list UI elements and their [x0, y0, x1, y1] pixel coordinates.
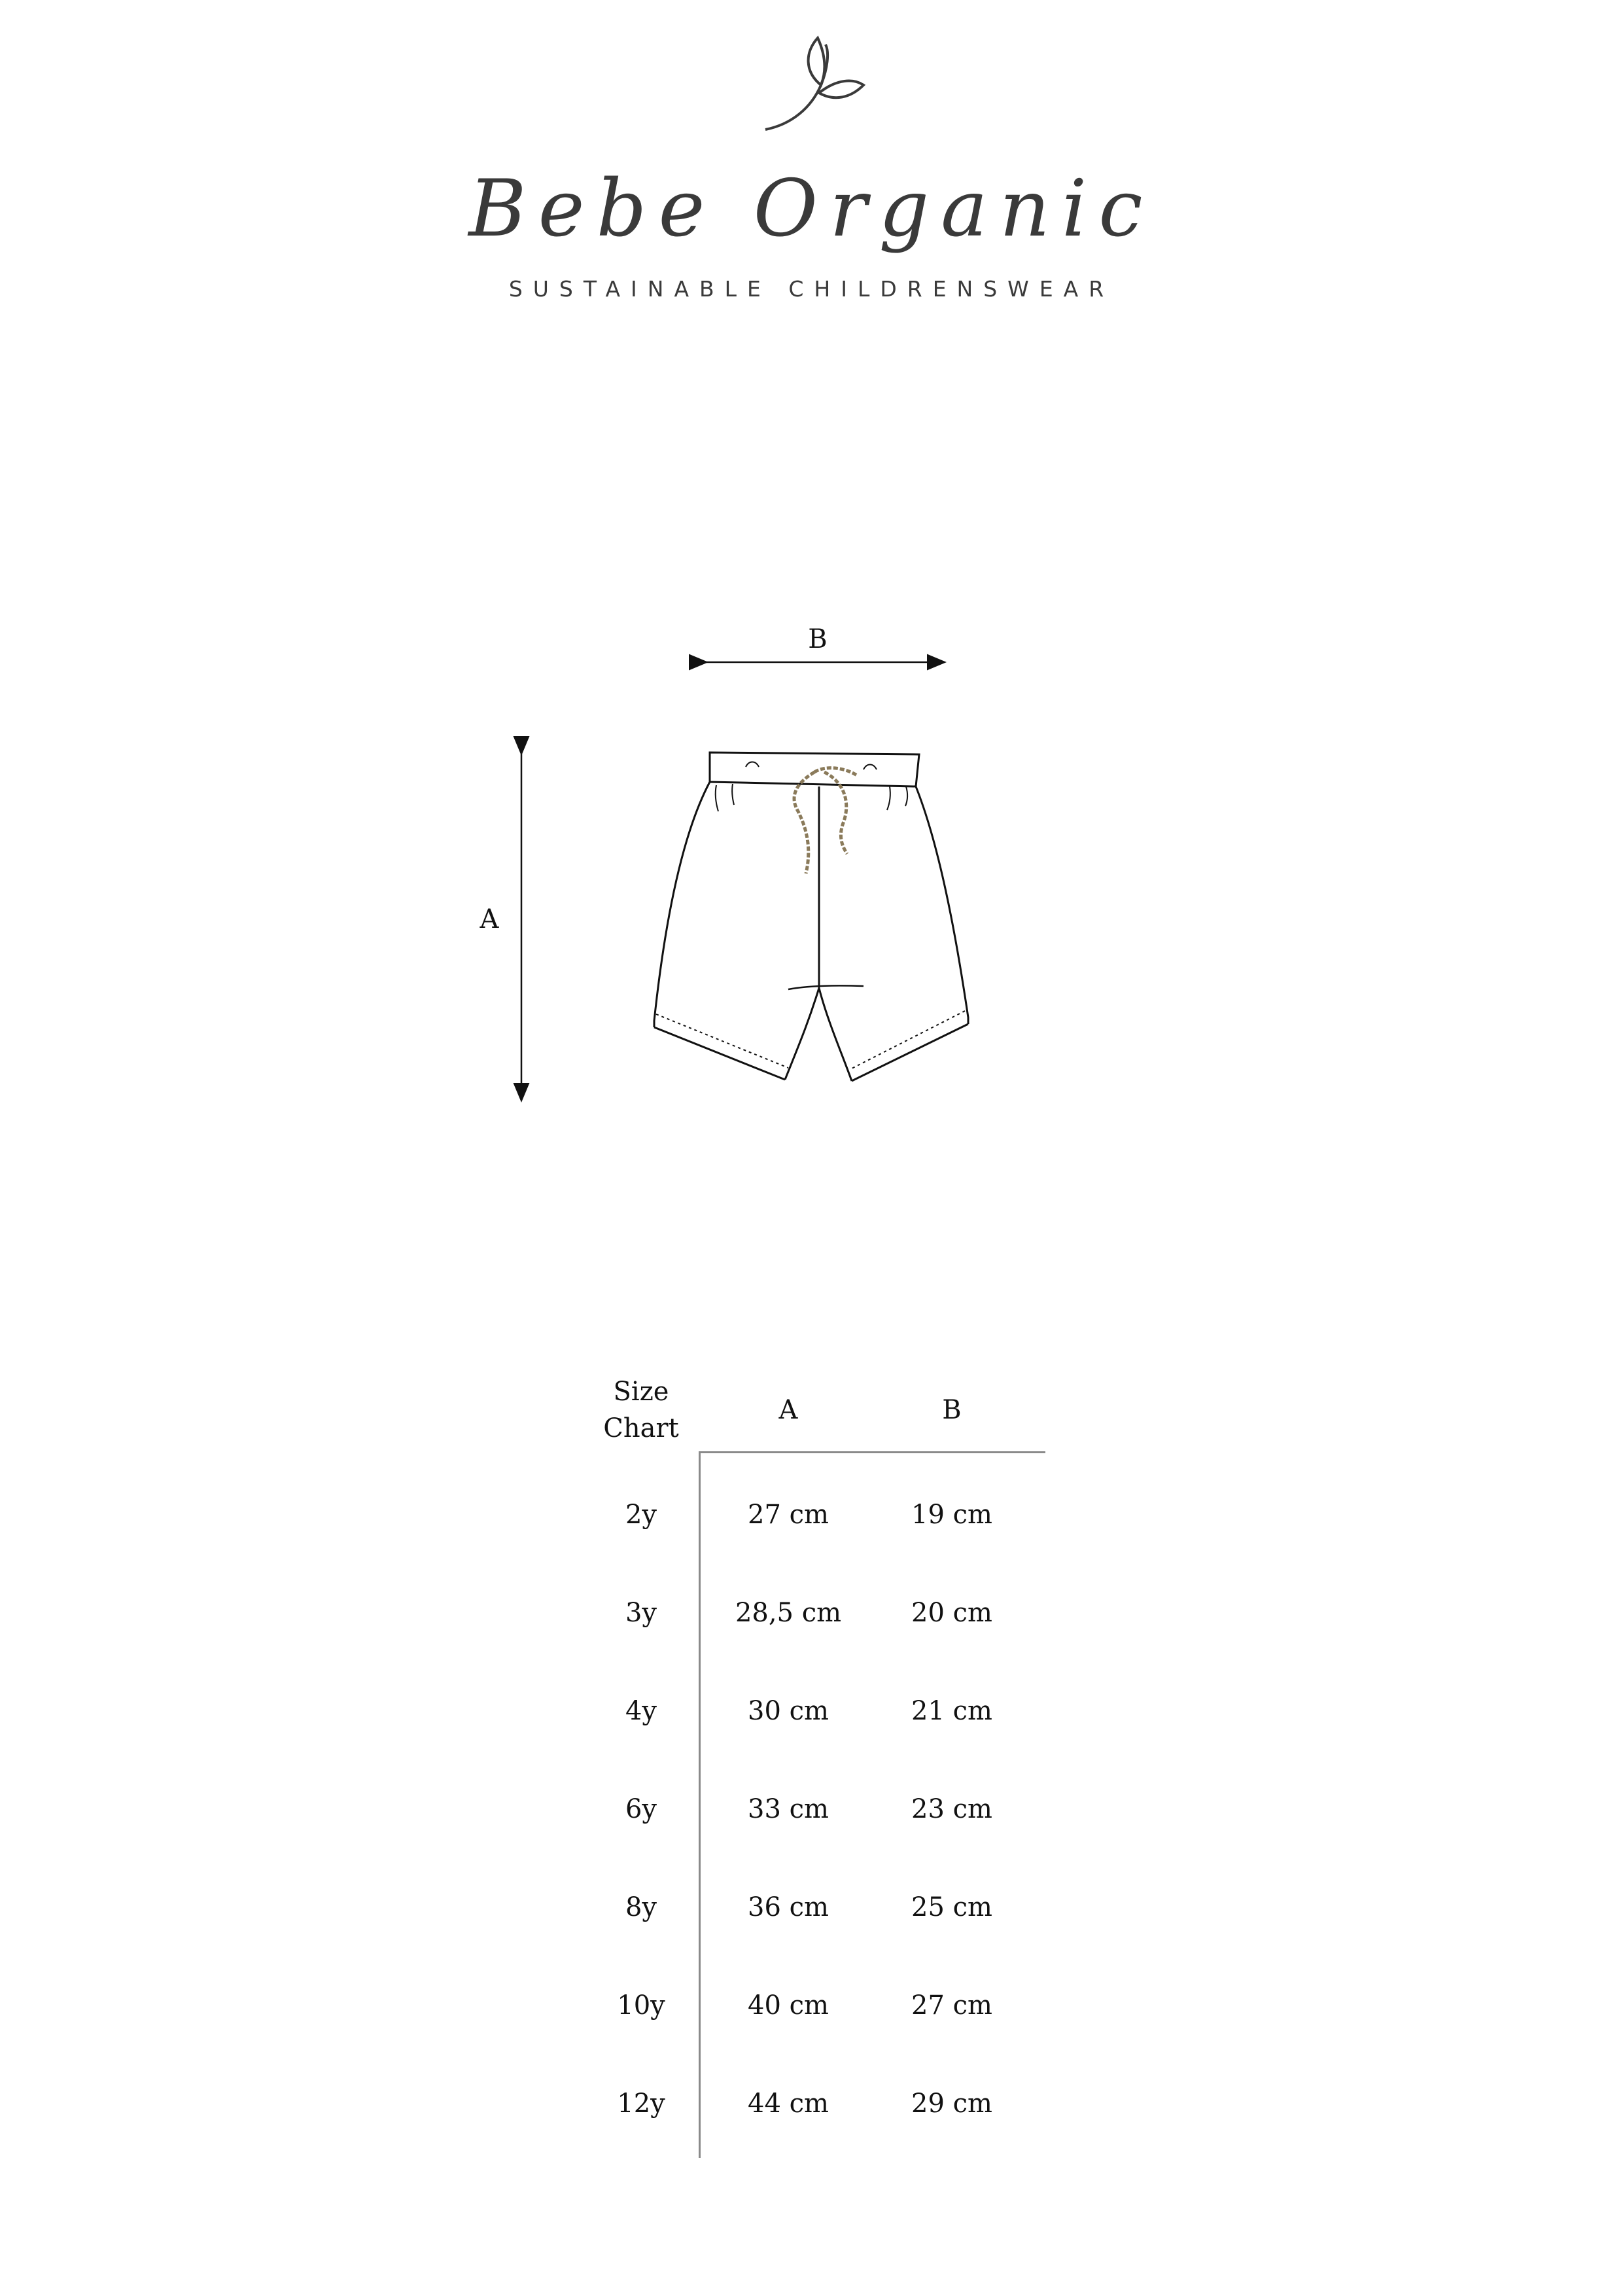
measure-b-cell: 29 cm: [911, 2089, 992, 2119]
size-cell: 4y: [625, 1696, 657, 1726]
brand-name: Bebe Organic: [468, 164, 1155, 255]
measure-b-cell: 20 cm: [911, 1598, 992, 1628]
measure-a-cell: 28,5 cm: [735, 1598, 842, 1628]
measure-a-cell: 40 cm: [748, 1990, 829, 2021]
size-chart-title: [576, 1368, 707, 1453]
header-divider: [700, 1451, 1045, 1453]
measure-a-cell: 44 cm: [748, 2089, 829, 2119]
brand-tagline: SUSTAINABLE CHILDRENSWEAR: [508, 276, 1115, 302]
table-row: [576, 1760, 1047, 1858]
size-cell: 12y: [617, 2089, 665, 2119]
brand-logo: [0, 0, 1623, 340]
size-cell: 10y: [617, 1990, 665, 2021]
size-cell: 8y: [625, 1892, 657, 1922]
measure-a-cell: 33 cm: [748, 1794, 829, 1824]
shorts-measurement-diagram: [458, 615, 1112, 1112]
column-header-a: A: [778, 1395, 798, 1425]
size-cell: 2y: [625, 1500, 657, 1530]
table-row: [576, 1858, 1047, 1956]
table-row: [576, 1466, 1047, 1564]
shorts-diagram-svg: [458, 615, 1112, 1112]
size-chart-title-line2: Chart: [603, 1413, 679, 1443]
hem-stitching: [656, 1011, 965, 1069]
dimension-a-label: A: [480, 904, 499, 934]
measure-b-cell: 25 cm: [911, 1892, 992, 1922]
table-row: [576, 1662, 1047, 1760]
measure-b-cell: 27 cm: [911, 1990, 992, 2021]
measure-a-cell: 27 cm: [748, 1500, 829, 1530]
shorts-outline: [654, 752, 968, 1081]
size-chart-title-line1: Size: [613, 1377, 669, 1407]
table-row: [576, 2055, 1047, 2153]
table-row: [576, 1956, 1047, 2055]
measure-b-cell: 19 cm: [911, 1500, 992, 1530]
measure-b-cell: 21 cm: [911, 1696, 992, 1726]
size-chart-table: [576, 1368, 1047, 2119]
leaf-icon: [759, 33, 870, 137]
measure-a-cell: 36 cm: [748, 1892, 829, 1922]
measure-b-cell: 23 cm: [911, 1794, 992, 1824]
size-chart-rows: [576, 1466, 1047, 2153]
table-row: [576, 1564, 1047, 1662]
size-chart-header: [576, 1368, 1047, 1453]
size-cell: 3y: [625, 1598, 657, 1628]
size-cell: 6y: [625, 1794, 657, 1824]
column-header-b: B: [942, 1395, 962, 1425]
dimension-b-label: B: [808, 624, 828, 654]
measure-a-cell: 30 cm: [748, 1696, 829, 1726]
